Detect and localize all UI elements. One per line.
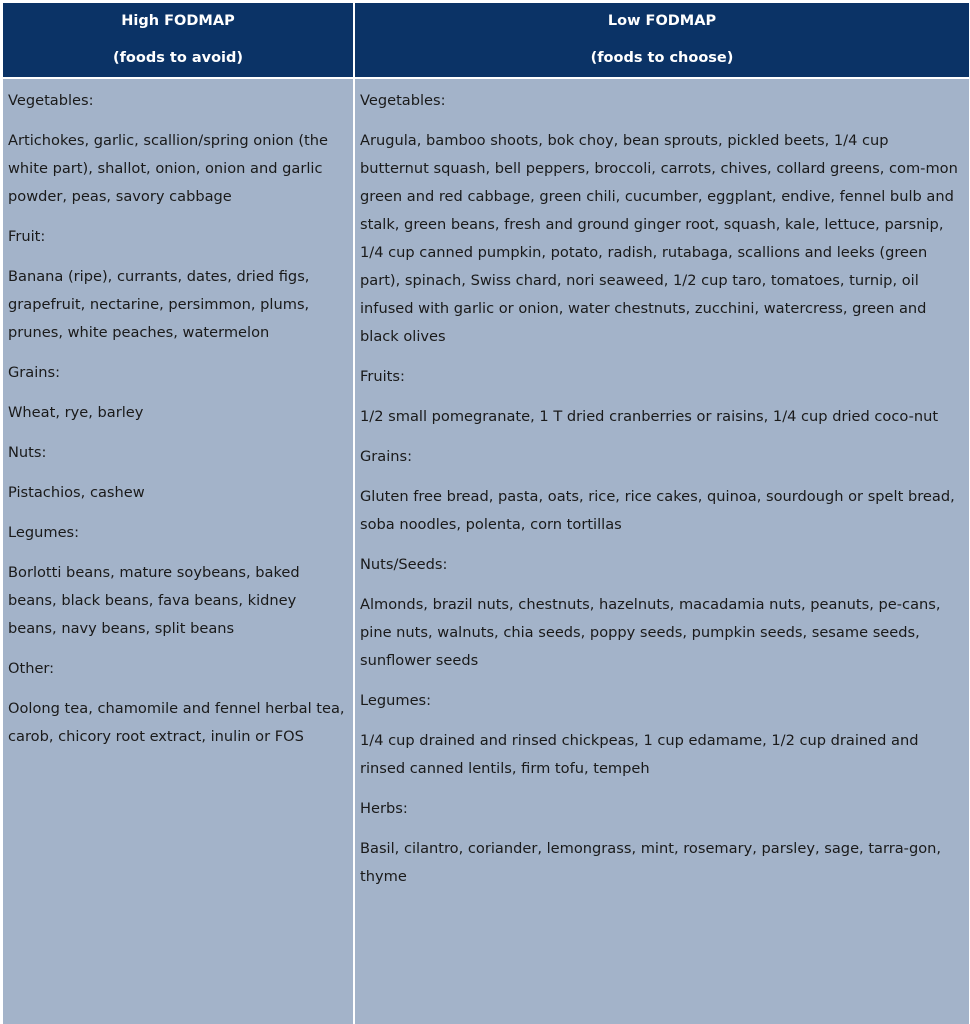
- low-category-label: Legumes:: [360, 692, 432, 709]
- low-category-items: Gluten free bread, pasta, oats, rice, rice cakes, quinoa, sourdough or spelt bread, soba noodles, polenta, corn tortillas: [360, 488, 955, 533]
- high-category-label: Legumes:: [8, 524, 80, 541]
- low-fodmap-cell: [355, 79, 969, 1024]
- low-category-label: Herbs:: [360, 800, 408, 817]
- high-category-label: Nuts:: [8, 444, 47, 461]
- high-category-items: Pistachios, cashew: [8, 484, 145, 501]
- low-category-items: 1/2 small pomegranate, 1 T dried cranberries or raisins, 1/4 cup dried coco-nut: [360, 408, 939, 425]
- high-category-items: Borlotti beans, mature soybeans, baked beans, black beans, fava beans, kidney beans, navy beans, split beans: [8, 564, 300, 637]
- high-category-items: Wheat, rye, barley: [8, 404, 144, 421]
- low-category-label: Grains:: [360, 448, 413, 465]
- low-fodmap-header: [355, 3, 969, 77]
- high-fodmap-cell: [3, 79, 353, 1024]
- low-category-label: Vegetables:: [360, 92, 446, 109]
- low-category-items: Almonds, brazil nuts, chestnuts, hazelnuts, macadamia nuts, peanuts, pe-cans, pine nuts, walnuts, chia seeds, poppy seeds, pumpkin seeds, sesame seeds, sunflower seeds: [360, 596, 941, 669]
- low-category-items: Basil, cilantro, coriander, lemongrass, mint, rosemary, parsley, sage, tarra-gon, thyme: [360, 840, 942, 885]
- low-category-label: Nuts/Seeds:: [360, 556, 448, 573]
- high-fodmap-subtitle: (foods to avoid): [112, 50, 244, 66]
- low-category-items: Arugula, bamboo shoots, bok choy, bean sprouts, pickled beets, 1/4 cup butternut squash, bell peppers, broccoli, carrots, chives, collard greens, com-mon green and red cabbage, green chili, cucumber, eggplant, endive, fennel bulb and stalk, green beans, fresh and ground ginger root, squash, kale, lettuce, parsnip, 1/4 cup canned pumpkin, potato, radish, rutabaga, scallions and leeks (green part), spinach, Swiss chard, nori seaweed, 1/2 cup taro, tomatoes, turnip, oil infused with garlic or onion, water chestnuts, zucchini, watercress, green and black olives: [360, 132, 958, 345]
- high-category-items: Banana (ripe), currants, dates, dried figs, grapefruit, nectarine, persimmon, plums, prunes, white peaches, watermelon: [8, 268, 310, 341]
- low-category-items: 1/4 cup drained and rinsed chickpeas, 1 cup edamame, 1/2 cup drained and rinsed canned lentils, firm tofu, tempeh: [360, 732, 919, 777]
- high-category-label: Vegetables:: [8, 92, 94, 109]
- high-category-items: Artichokes, garlic, scallion/spring onion (the white part), shallot, onion, onion and garlic powder, peas, savory cabbage: [8, 132, 328, 205]
- low-fodmap-subtitle: (foods to choose): [590, 50, 734, 66]
- high-category-items: Oolong tea, chamomile and fennel herbal tea, carob, chicory root extract, inulin or FOS: [8, 700, 345, 745]
- high-category-label: Fruit:: [8, 228, 46, 245]
- low-fodmap-title: Low FODMAP: [607, 13, 717, 29]
- high-fodmap-header: [3, 3, 353, 77]
- low-category-label: Fruits:: [360, 368, 405, 385]
- fodmap-table: [3, 3, 969, 1022]
- high-fodmap-title: High FODMAP: [121, 13, 235, 29]
- high-category-label: Grains:: [8, 364, 61, 381]
- high-category-label: Other:: [8, 660, 55, 677]
